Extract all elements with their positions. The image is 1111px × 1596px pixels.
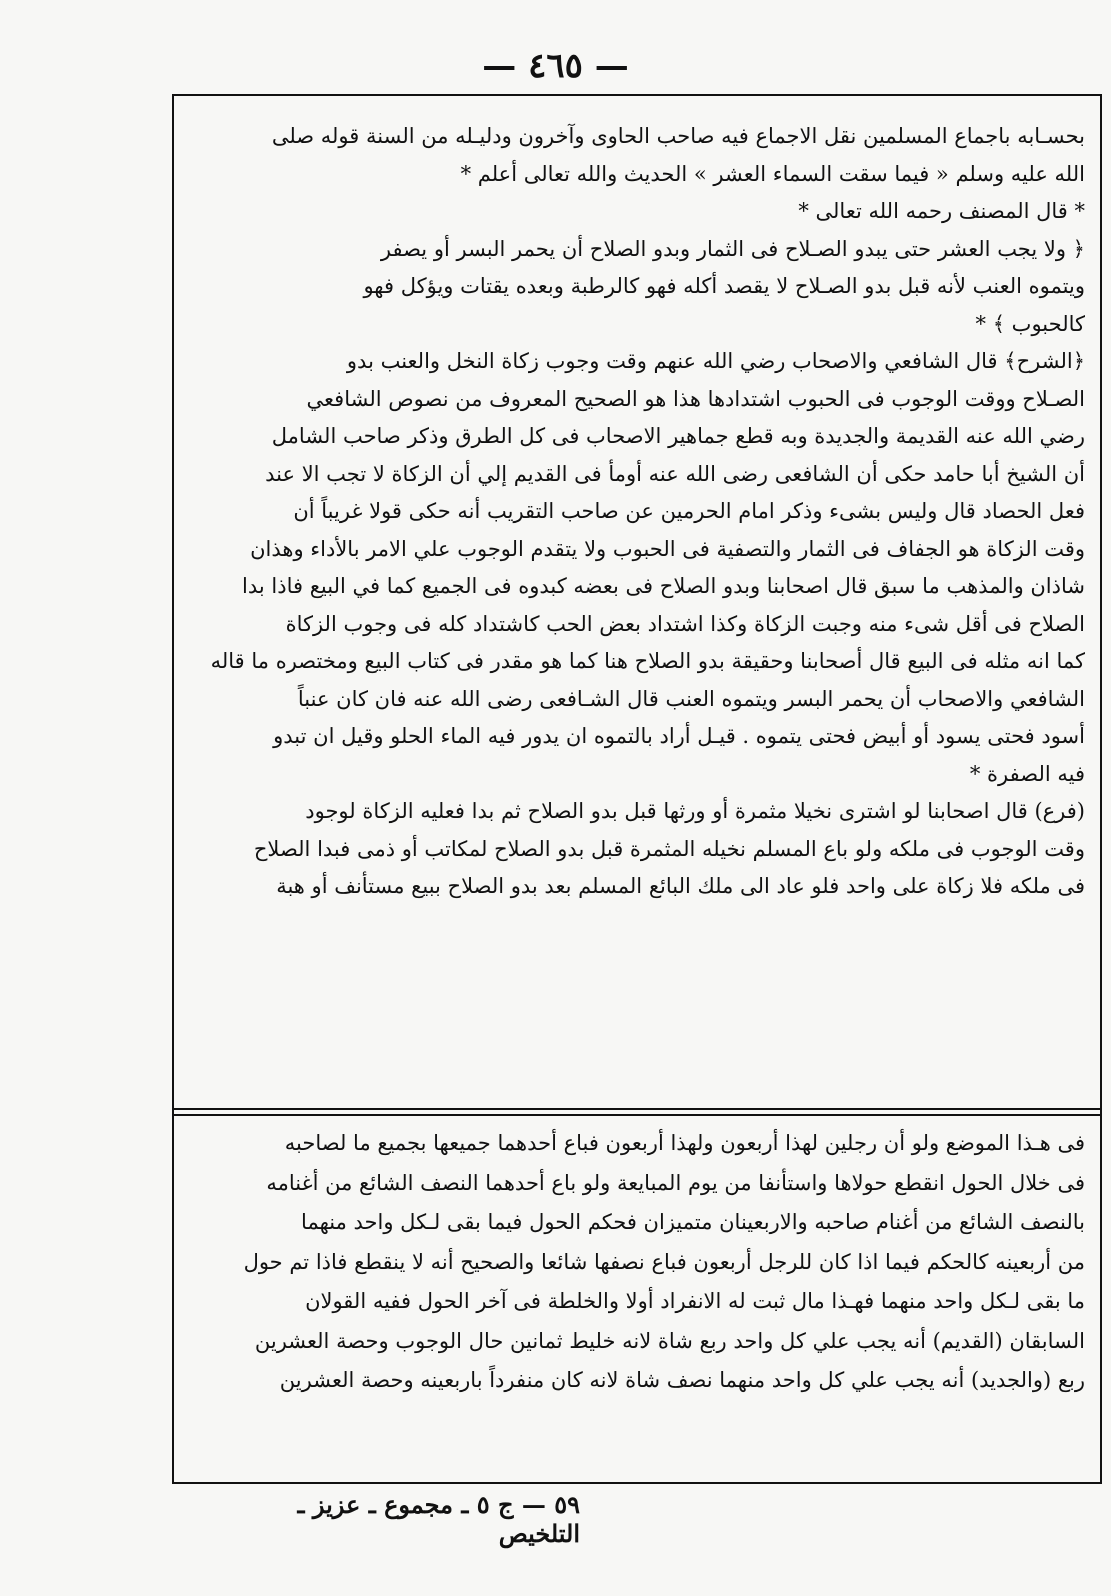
main-body-text: بحسـابه باجماع المسلمين نقل الاجماع فيه صاحب الحاوى وآخرون ودليـله من السنة قوله صلى الله عليه وسلم « فيما سقت السماء العشر » الحديث والله تعالى أعلم * * قال المصنف رحمه الله تعالى * ﴿ ولا يجب العشر حتى يبدو الصـلاح فى الثمار وبدو الصلاح أن يحمر البسر أو يصفر ويتموه العنب لأنه قبل بدو الصـلاح لا يقصد أكله فهو كالرطبة وبعده يقتات ويؤكل فهو كالحبوب ﴾ * ﴿الشرح﴾ قال الشافعي والاصحاب رضي الله عنهم وقت وجوب زكاة النخل والعنب بدو الصـلاح ووقت الوجوب فى الحبوب اشتدادها هذا هو الصحيح المعروف من نصوص الشافعي رضي الله عنه القديمة والجديدة وبه قطع جماهير الاصحاب فى كل الطرق وذكر صاحب الشامل أن الشيخ أبا حامد حكى أن الشافعى رضى الله عنه أومأ فى القديم إلي أن الزكاة لا تجب الا عند فعل الحصاد قال وليس بشىء وذكر امام الحرمين عن صاحب التقريب أنه حكى قولا غريباً أن وقت الزكاة هو الجفاف فى الثمار والتصفية فى الحبوب ولا يتقدم الوجوب علي الامر بالأداء وهذان شاذان والمذهب ما سبق قال اصحابنا وبدو الصلاح فى بعضه كبدوه فى الجميع كما في البيع فاذا بدا الصلاح فى أقل شىء منه وجبت الزكاة وكذا اشتداد بعض الحب كاشتداد كله فى وجوب الزكاة كما انه مثله فى البيع قال أصحابنا وحقيقة بدو الصلاح هنا كما هو مقدر فى كتاب البيع ومختصره ما قاله الشافعي والاصحاب أن يحمر البسر ويتموه العنب قال الشـافعى رضى الله عنه فان كان عنباً أسود فحتى يسود أو أبيض فحتى يتموه . قيـل أراد بالتموه ان يدور فيه الماء الحلو وقيل ان تبدو فيه الصفرة * (فرع) قال اصحابنا لو اشترى نخيلا مثمرة أو ورثها قبل بدو الصلاح ثم بدا فعليه الزكاة لوجود وقت الوجوب فى ملكه ولو باع المسلم نخيله المثمرة قبل بدو الصلاح لمكاتب أو ذمى فبدا الصلاح فى ملكه فلا زكاة على واحد فلو عاد الى ملك البائع المسلم بعد بدو الصلاح ببيع مستأنف أو هبة (210, 124, 1085, 898)
page-number: — ٤٦٥ — (482, 46, 629, 86)
footnote-text: فى هـذا الموضع ولو أن رجلين لهذا أربعون ولهذا أربعون فباع أحدهما جميعها بجميع ما لصاحبه فى خلال الحول انقطع حولاها واستأنفا من يوم المبايعة ولو باع أحدهما النصف الشائع من أغنامه بالنصف الشائع من أغنام صاحبه والاربعينان متميزان فحكم الحول فيما بقى لـكل واحد منهما من أربعينه كالحكم فيما اذا كان للرجل أربعون فباع نصفها شائعا والصحيح أنه لا ينقطع فاذا تم حول ما بقى لـكل واحد منهما فهـذا مال ثبت له الانفراد أولا والخلطة فى آخر الحول ففيه القولان السابقان (القديم) أنه يجب علي كل واحد ربع شاة لانه خليط ثمانين حال الوجوب وحصة العشرين ربع (والجديد) أنه يجب علي كل واحد منهما نصف شاة لانه كان منفرداً باربعينه وحصة العشرين (243, 1131, 1085, 1392)
footnote-divider-top (172, 1108, 1102, 1110)
printer-signature: ٥٩ — ج ٥ ـ مجموع ـ عزيز ـ التلخيص (297, 1490, 580, 1548)
footnote-divider-bottom (172, 1114, 1102, 1116)
